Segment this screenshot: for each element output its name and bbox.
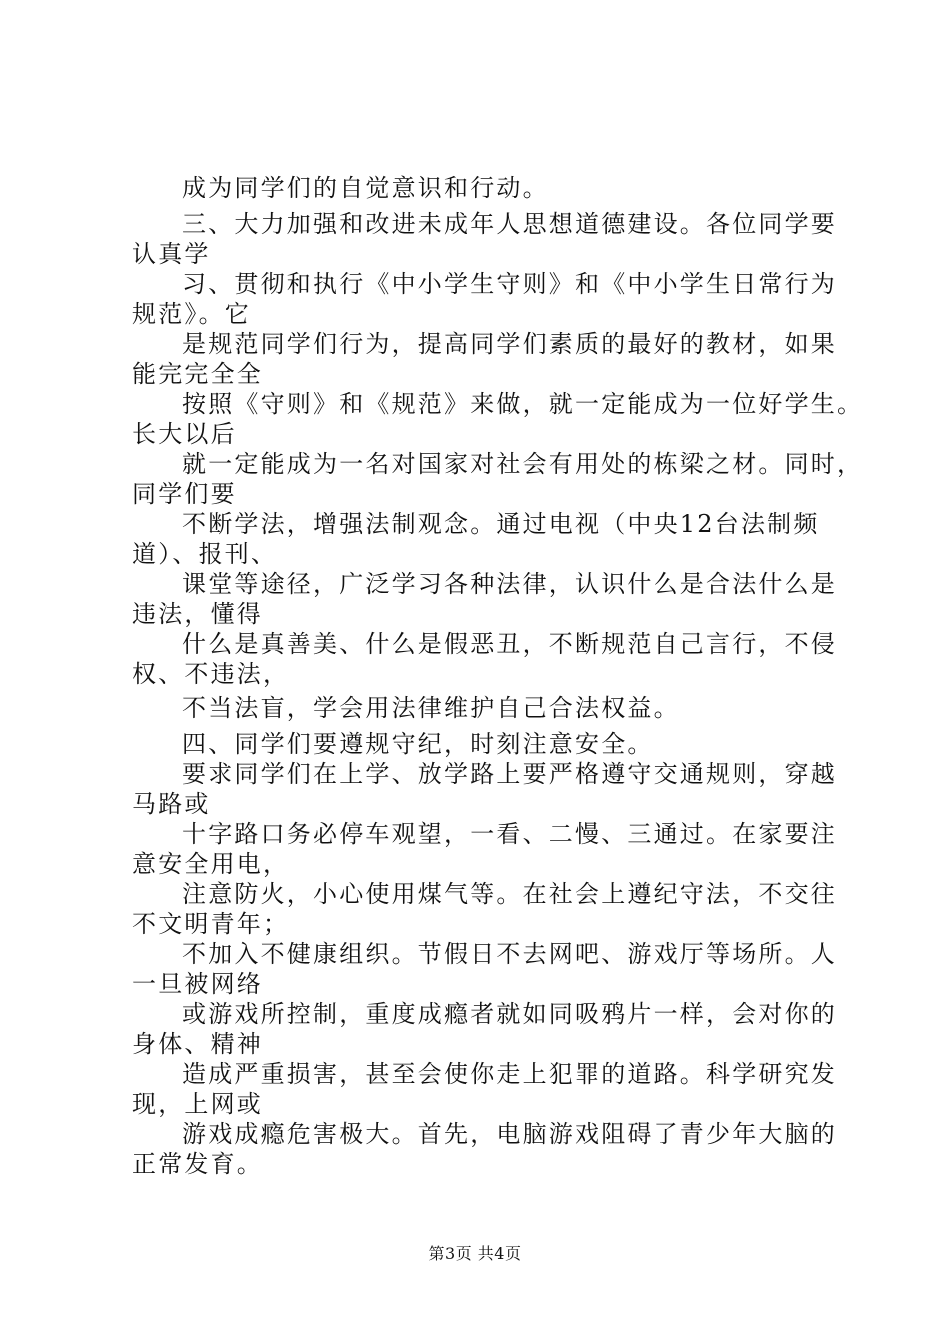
paragraph-line: 意安全用电， <box>132 850 290 878</box>
paragraph-line: 习、贯彻和执行《中小学生守则》和《中小学生日常行为 <box>182 270 837 298</box>
paragraph-line: 课堂等途径，广泛学习各种法律，认识什么是合法什么是 <box>182 570 837 598</box>
paragraph-line: 按照《守则》和《规范》来做，就一定能成为一位好学生。 <box>182 390 864 418</box>
paragraph-line: 不当法盲，学会用法律维护自己合法权益。 <box>182 694 680 722</box>
paragraph-line: 是规范同学们行为，提高同学们素质的最好的教材，如果 <box>182 330 837 358</box>
paragraph-line: 什么是真善美、什么是假恶丑，不断规范自己言行，不侵 <box>182 630 837 658</box>
paragraph-line: 道）、报刊、 <box>132 540 278 568</box>
paragraph-line: 能完完全全 <box>132 360 263 388</box>
section-heading-3: 三、大力加强和改进未成年人思想道德建设。各位同学要 <box>182 210 837 238</box>
paragraph-line: 不文明青年； <box>132 910 290 938</box>
paragraph-line: 同学们要 <box>132 480 237 508</box>
paragraph-line: 游戏成瘾危害极大。首先，电脑游戏阻碍了青少年大脑的 <box>182 1120 837 1148</box>
paragraph-line: 现，上网或 <box>132 1090 263 1118</box>
paragraph-line: 或游戏所控制，重度成瘾者就如同吸鸦片一样，会对你的 <box>182 1000 837 1028</box>
paragraph-line: 造成严重损害，甚至会使你走上犯罪的道路。科学研究发 <box>182 1060 837 1088</box>
paragraph-line: 违法，懂得 <box>132 600 263 628</box>
paragraph-line: 正常发育。 <box>132 1150 263 1178</box>
paragraph-line: 一旦被网络 <box>132 970 263 998</box>
paragraph-line: 就一定能成为一名对国家对社会有用处的栋梁之材。同时， <box>182 450 864 478</box>
paragraph-line: 不加入不健康组织。节假日不去网吧、游戏厅等场所。人 <box>182 940 837 968</box>
paragraph-line: 规范》。它 <box>132 300 251 328</box>
paragraph-line: 认真学 <box>132 240 211 268</box>
paragraph-line: 十字路口务必停车观望，一看、二慢、三通过。在家要注 <box>182 820 837 848</box>
paragraph-line: 要求同学们在上学、放学路上要严格遵守交通规则，穿越 <box>182 760 837 788</box>
paragraph-line: 长大以后 <box>132 420 237 448</box>
paragraph-line: 不断学法，增强法制观念。通过电视（中央12台法制频 <box>182 510 820 538</box>
paragraph-line: 成为同学们的自觉意识和行动。 <box>182 174 549 202</box>
paragraph-line: 权、不违法， <box>132 660 290 688</box>
paragraph-line: 身体、精神 <box>132 1030 263 1058</box>
section-heading-4: 四、同学们要遵规守纪，时刻注意安全。 <box>182 730 654 758</box>
paragraph-line: 注意防火，小心使用煤气等。在社会上遵纪守法，不交往 <box>182 880 837 908</box>
paragraph-line: 马路或 <box>132 790 211 818</box>
page-number-footer: 第3页 共4页 <box>428 1244 522 1263</box>
